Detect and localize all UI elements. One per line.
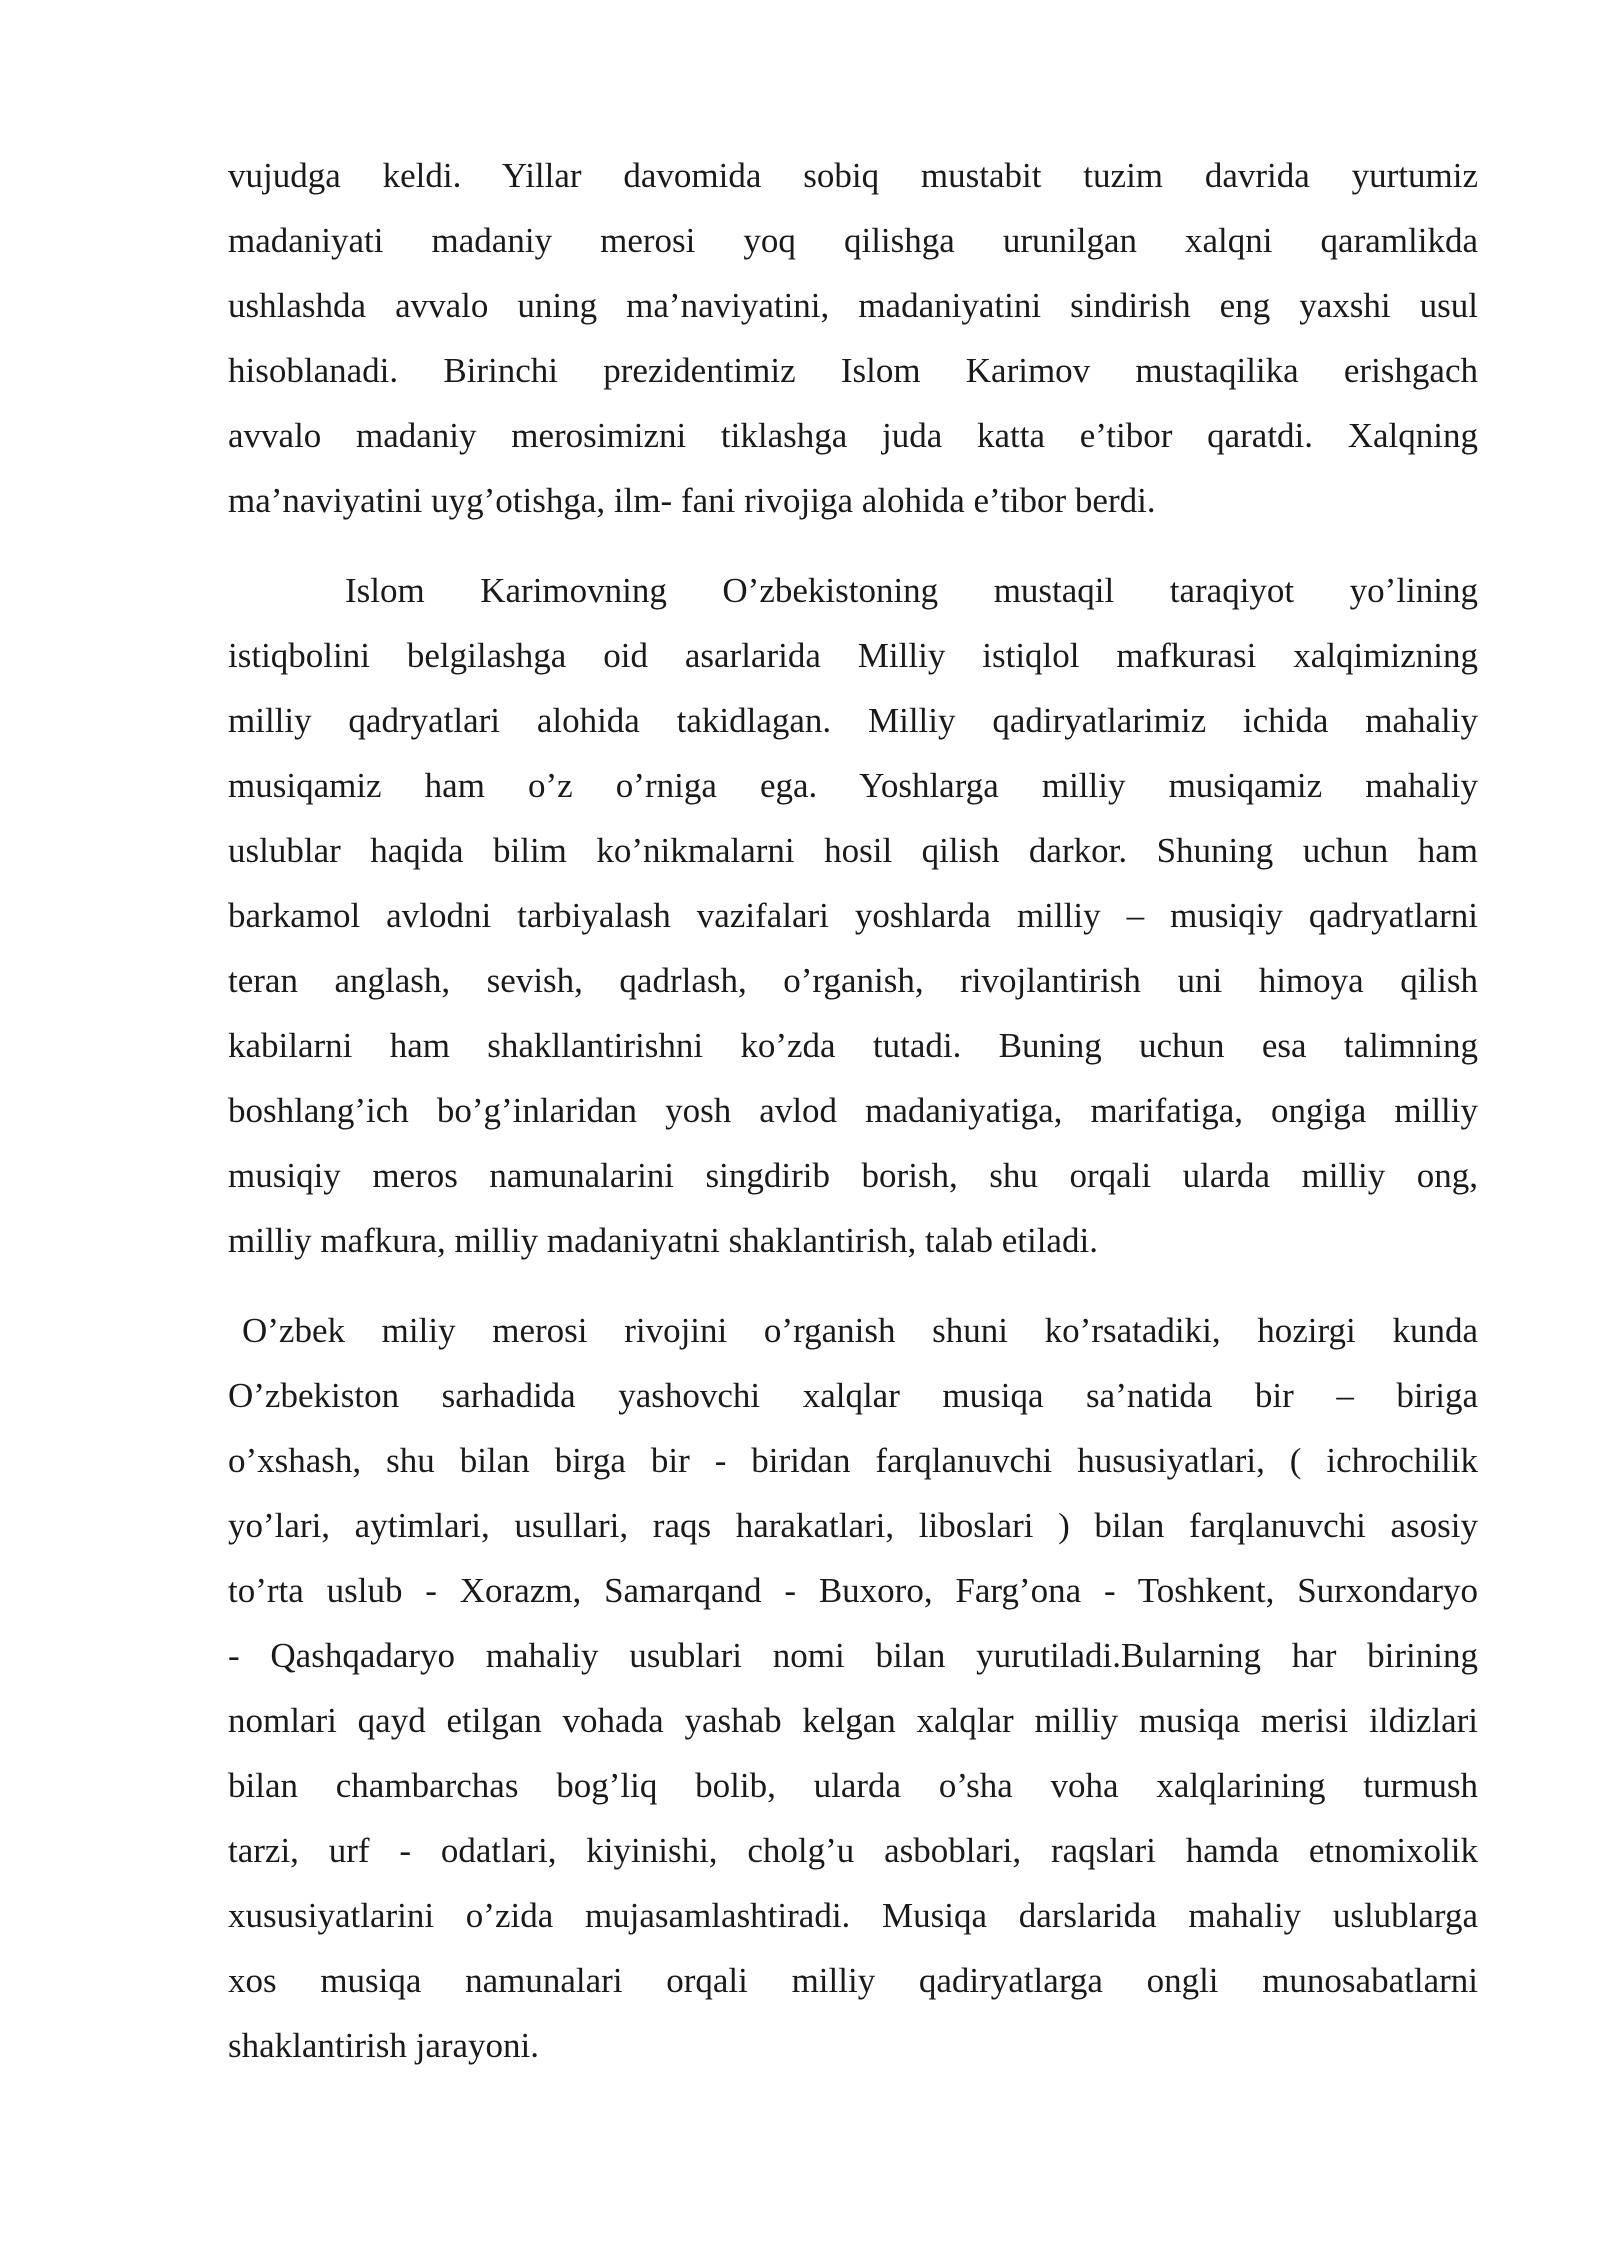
paragraph-line: hisoblanadi. Birinchi prezidentimiz Islom Karimov mustaqilika erishgach [228,351,1478,390]
paragraph-line: milliy qadryatlari alohida takidlagan. Milliy qadiryatlarimiz ichida mahaliy [228,701,1478,740]
paragraph-line: xos musiqa namunalari orqali milliy qadiryatlarga ongli munosabatlarni [228,1961,1478,2000]
paragraph-1 [228,143,1478,533]
paragraph-line: musiqiy meros namunalarini singdirib borish, shu orqali ularda milliy ong, [228,1156,1478,1195]
paragraph-line: ushlashda avvalo uning ma’naviyatini, madaniyatini sindirish eng yaxshi usul [228,286,1478,325]
paragraph-line: milliy mafkura, milliy madaniyatni shaklantirish, talab etiladi. [228,1221,1098,1260]
paragraph-line: o’xshash, shu bilan birga bir - biridan farqlanuvchi hususiyatlari, ( ichrochilik [228,1441,1478,1480]
paragraph-3 [228,1298,1478,2078]
paragraph-line: O’zbek miliy merosi rivojini o’rganish shuni ko’rsatadiki, hozirgi kunda [242,1311,1478,1350]
paragraph-line: teran anglash, sevish, qadrlash, o’rganish, rivojlantirish uni himoya qilish [228,961,1478,1000]
paragraph-line: avvalo madaniy merosimizni tiklashga juda katta e’tibor qaratdi. Xalqning [228,416,1478,455]
paragraph-line: Islom Karimovning O’zbekistoning mustaqil taraqiyot yo’lining [345,571,1478,610]
paragraph-line: madaniyati madaniy merosi yoq qilishga urunilgan xalqni qaramlikda [228,221,1478,260]
paragraph-line: ma’naviyatini uyg’otishga, ilm- fani rivojiga alohida e’tibor berdi. [228,481,1156,520]
paragraph-line: shaklantirish jarayoni. [228,2026,540,2065]
paragraph-line: istiqbolini belgilashga oid asarlarida Milliy istiqlol mafkurasi xalqimizning [228,636,1478,675]
paragraph-line: tarzi, urf - odatlari, kiyinishi, cholg’u asboblari, raqslari hamda etnomixolik [228,1831,1478,1870]
paragraph-line: to’rta uslub - Xorazm, Samarqand - Buxoro, Farg’ona - Toshkent, Surxondaryo [228,1571,1478,1610]
paragraph-line: bilan chambarchas bog’liq bolib, ularda o’sha voha xalqlarining turmush [228,1766,1478,1805]
paragraph-line: uslublar haqida bilim ko’nikmalarni hosil qilish darkor. Shuning uchun ham [228,831,1478,870]
paragraph-line: xususiyatlarini o’zida mujasamlashtiradi. Musiqa darslarida mahaliy uslublarga [228,1896,1478,1935]
paragraph-line: boshlang’ich bo’g’inlaridan yosh avlod madaniyatiga, marifatiga, ongiga milliy [228,1091,1478,1130]
paragraph-line: nomlari qayd etilgan vohada yashab kelgan xalqlar milliy musiqa merisi ildizlari [228,1701,1478,1740]
paragraph-line: barkamol avlodni tarbiyalash vazifalari yoshlarda milliy – musiqiy qadryatlarni [228,896,1478,935]
paragraph-line: yo’lari, aytimlari, usullari, raqs harakatlari, liboslari ) bilan farqlanuvchi asosiy [228,1506,1478,1545]
paragraph-line: kabilarni ham shakllantirishni ko’zda tutadi. Buning uchun esa talimning [228,1026,1478,1065]
paragraph-2 [228,558,1478,1273]
paragraph-line: vujudga keldi. Yillar davomida sobiq mustabit tuzim davrida yurtumiz [228,156,1478,195]
paragraph-line: musiqamiz ham o’z o’rniga ega. Yoshlarga milliy musiqamiz mahaliy [228,766,1478,805]
paragraph-line: - Qashqadaryo mahaliy usublari nomi bilan yurutiladi.Bularning har birining [228,1636,1478,1675]
paragraph-line: O’zbekiston sarhadida yashovchi xalqlar musiqa sa’natida bir – biriga [228,1376,1478,1415]
